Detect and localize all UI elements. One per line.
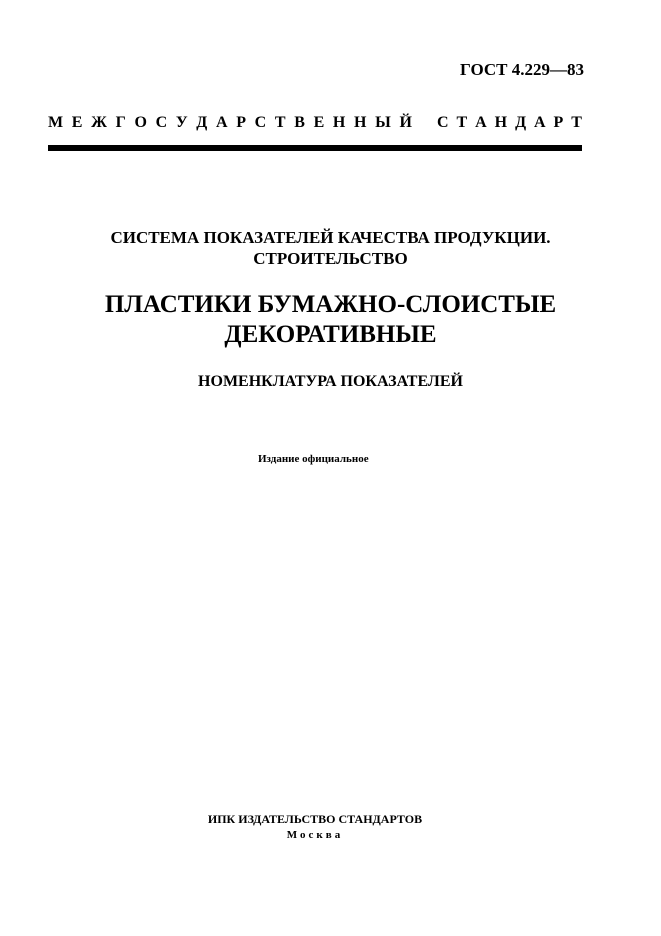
- heading-rule: [48, 145, 582, 151]
- heading-letter: В: [294, 114, 305, 131]
- heading-letter: С: [437, 114, 449, 131]
- heading-letter: О: [134, 114, 147, 131]
- subtitle: НОМЕНКЛАТУРА ПОКАЗАТЕЛЕЙ: [198, 373, 463, 390]
- heading-letter: Р: [553, 114, 564, 131]
- heading-letter: Д: [196, 114, 208, 131]
- heading-letter: А: [475, 114, 487, 131]
- heading-letter: А: [534, 114, 546, 131]
- heading-letter: Т: [571, 114, 582, 131]
- heading-letter: Ы: [375, 114, 391, 131]
- heading-letter: Н: [354, 114, 367, 131]
- system-title-line-1: СИСТЕМА ПОКАЗАТЕЛЕЙ КАЧЕСТВА ПРОДУКЦИИ.: [110, 228, 551, 247]
- edition-label: Издание официальное: [258, 453, 369, 465]
- heading-letter: Н: [494, 114, 508, 131]
- system-title-line-2: СТРОИТЕЛЬСТВО: [253, 249, 408, 268]
- heading-letter: М: [48, 114, 64, 131]
- heading-letter: Ж: [91, 114, 107, 131]
- heading-letter: Н: [332, 114, 346, 131]
- system-title: [0, 227, 661, 269]
- heading-letter: Е: [313, 114, 325, 131]
- heading-letter: Г: [115, 114, 126, 131]
- heading-letter: У: [175, 114, 188, 131]
- interstate-word: [48, 114, 412, 132]
- main-title-line-2: ДЕКОРАТИВНЫЕ: [224, 321, 437, 348]
- heading-letter: Р: [236, 114, 246, 131]
- gost-number: ГОСТ 4.229—83: [460, 60, 584, 79]
- standard-word: [437, 114, 582, 132]
- heading-letter: А: [215, 114, 228, 131]
- heading-letter: Т: [456, 114, 468, 131]
- heading-letter: С: [254, 114, 267, 131]
- interstate-standard-heading: [48, 114, 582, 132]
- heading-letter: Е: [71, 114, 83, 131]
- heading-letter: С: [155, 114, 168, 131]
- heading-letter: Д: [515, 114, 527, 131]
- publisher: ИПК ИЗДАТЕЛЬСТВО СТАНДАРТОВ: [207, 812, 423, 826]
- publication-city: Москва: [286, 829, 344, 841]
- main-title-line-1: ПЛАСТИКИ БУМАЖНО-СЛОИСТЫЕ: [104, 291, 557, 318]
- heading-letter: Й: [399, 114, 412, 131]
- main-title: [0, 290, 661, 350]
- heading-letter: Т: [274, 114, 286, 131]
